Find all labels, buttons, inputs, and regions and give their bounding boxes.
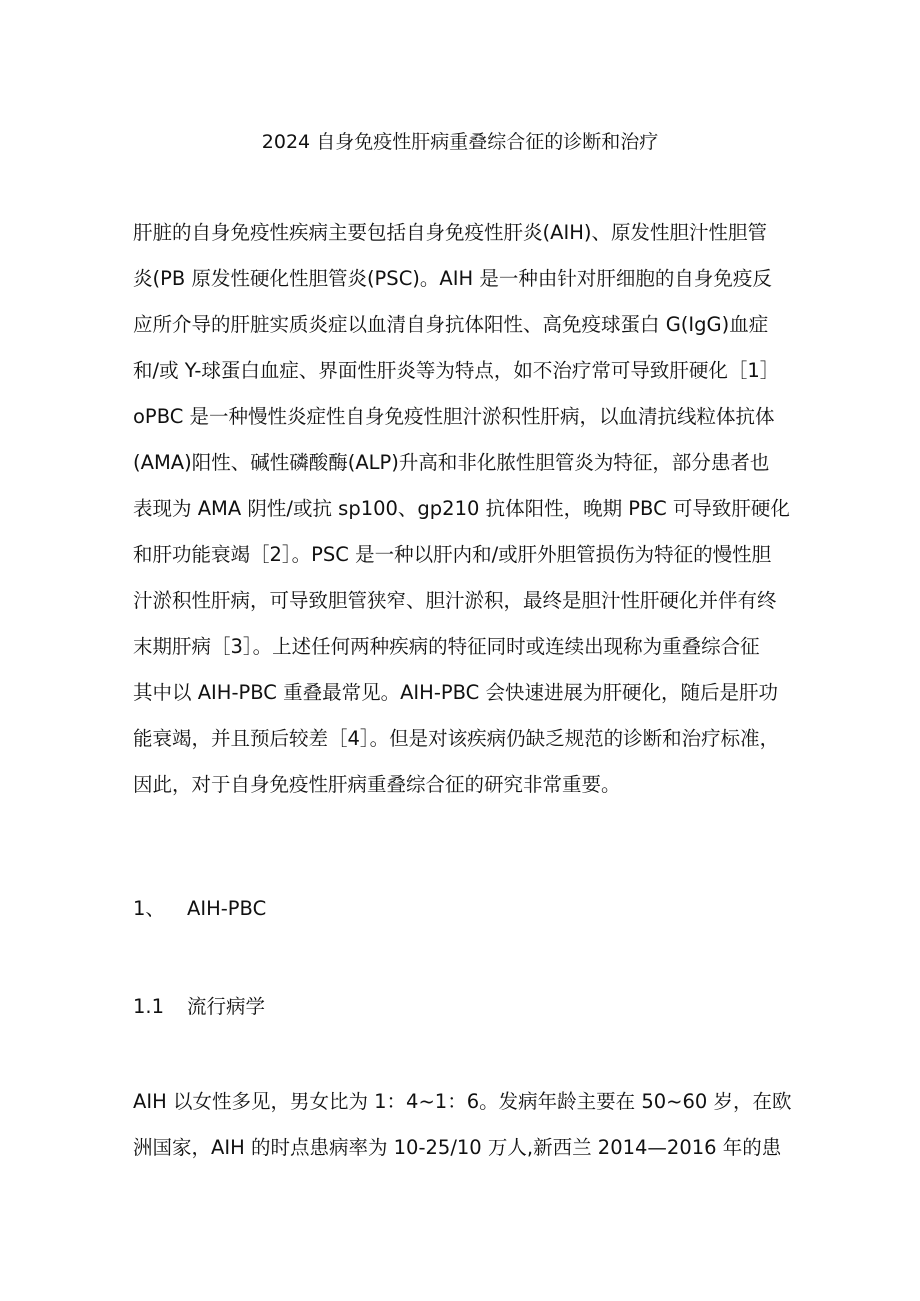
section-number: 1、 — [133, 897, 165, 920]
document-title: 2024 自身免疫性肝病重叠综合征的诊断和治疗 — [261, 131, 659, 153]
section-heading-1 — [133, 895, 266, 923]
paragraph-line: 和肝功能衰竭［2］。PSC 是一种以肝内和/或肝外胆管损伤为特征的慢性胆 — [133, 543, 772, 566]
paragraph-line: 因此，对于自身免疫性肝病重叠综合征的研究非常重要。 — [133, 773, 621, 796]
paragraph-line: 其中以 AIH-PBC 重叠最常见。AIH-PBC 会快速进展为肝硬化，随后是肝功 — [133, 681, 778, 704]
paragraph-line: 表现为 AMA 阴性/或抗 sp100、gp210 抗体阳性，晚期 PBC 可导致肝硬化 — [133, 497, 790, 520]
paragraph-line: AIH 以女性多见，男女比为 1：4~1：6。发病年龄主要在 50~60 岁，在欧 — [133, 1090, 792, 1113]
section-heading-1-1 — [133, 993, 265, 1021]
paragraph-line: 和/或 Y-球蛋白血症、界面性肝炎等为特点，如不治疗常可导致肝硬化［1］ — [133, 359, 780, 382]
paragraph-line: 炎(PB 原发性硬化性胆管炎(PSC)。AIH 是一种由针对肝细胞的自身免疫反 — [133, 267, 772, 290]
section-number: 1.1 — [133, 995, 165, 1018]
section-title: AIH-PBC — [187, 897, 267, 920]
paragraph-line: 洲国家，AIH 的时点患病率为 10-25/10 万人,新西兰 2014—2016 年的患 — [133, 1136, 782, 1159]
paragraph-line: 能衰竭，并且预后较差［4］。但是对该疾病仍缺乏规范的诊断和治疗标准， — [133, 727, 780, 750]
paragraph-line: oPBC 是一种慢性炎症性自身免疫性胆汁淤积性肝病，以血清抗线粒体抗体 — [133, 405, 775, 428]
section-title: 流行病学 — [187, 995, 266, 1018]
paragraph-line: 末期肝病［3］。上述任何两种疾病的特征同时或连续出现称为重叠综合征 — [133, 635, 760, 658]
paragraph-line: 汁淤积性肝病，可导致胆管狭窄、胆汁淤积，最终是胆汁性肝硬化并伴有终 — [133, 589, 777, 612]
paragraph-line: (AMA)阳性、碱性磷酸酶(ALP)升高和非化脓性胆管炎为特征，部分患者也 — [133, 451, 770, 474]
paragraph-line: 肝脏的自身免疫性疾病主要包括自身免疫性肝炎(AIH)、原发性胆汁性胆管 — [133, 221, 767, 244]
paragraph-line: 应所介导的肝脏实质炎症以血清自身抗体阳性、高免疫球蛋白 G(IgG)血症 — [133, 313, 769, 336]
